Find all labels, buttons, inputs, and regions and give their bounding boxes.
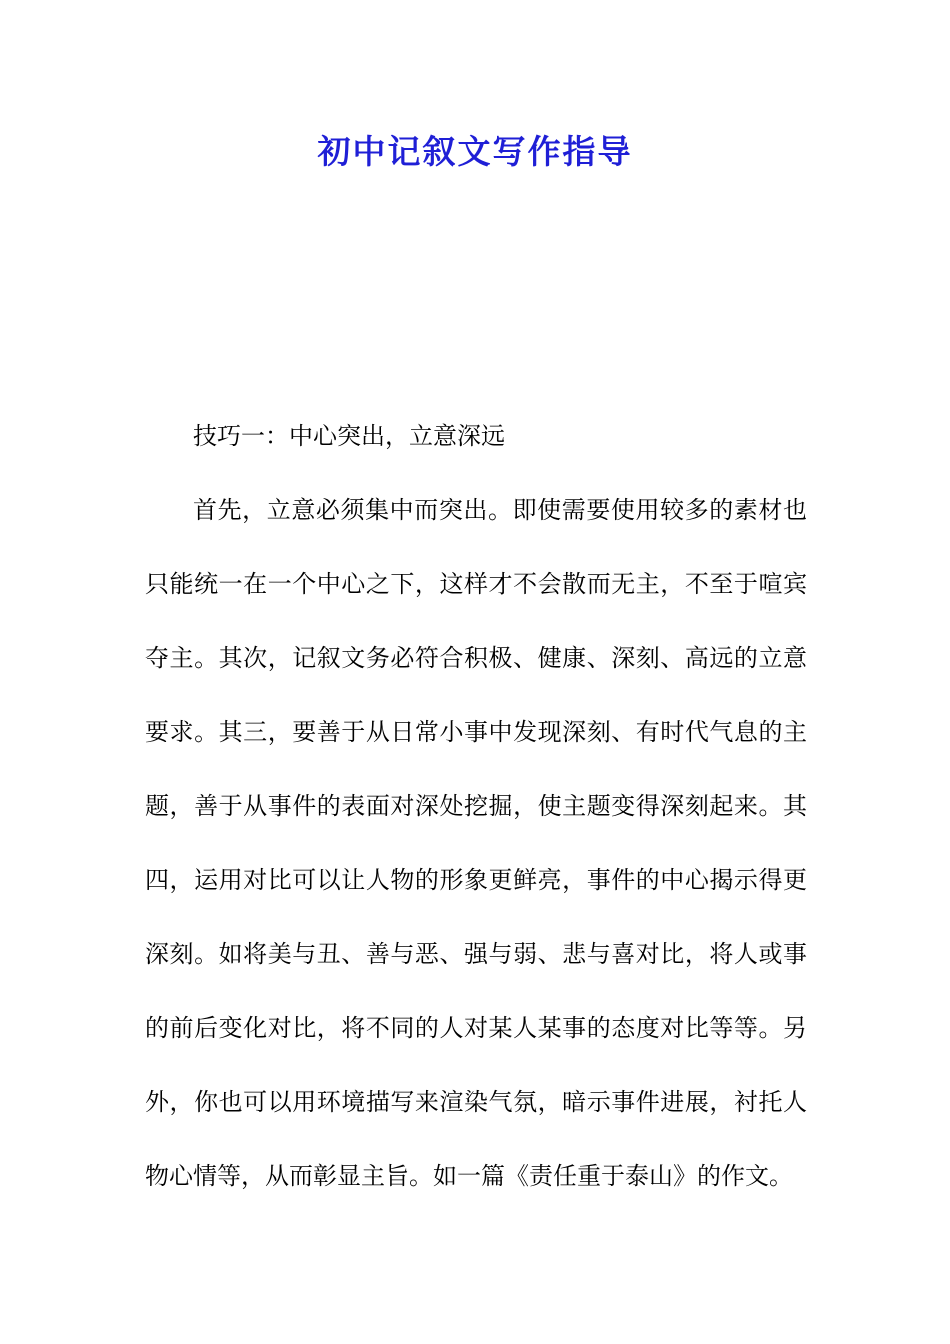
document-title: 初中记叙文写作指导 bbox=[317, 132, 633, 171]
paragraph-line: 深刻。如将美与丑、善与恶、强与弱、悲与喜对比，将人或事 bbox=[145, 940, 807, 968]
paragraph-line: 外，你也可以用环境描写来渲染气氛，暗示事件进展，衬托人 bbox=[145, 1088, 807, 1116]
paragraph-line: 首先，立意必须集中而突出。即使需要使用较多的素材也 bbox=[193, 496, 807, 524]
paragraph-line: 物心情等，从而彰显主旨。如一篇《责任重于泰山》的作文。 bbox=[145, 1162, 793, 1190]
paragraph-line: 四，运用对比可以让人物的形象更鲜亮，事件的中心揭示得更 bbox=[145, 866, 807, 894]
paragraph-line: 题，善于从事件的表面对深处挖掘，使主题变得深刻起来。其 bbox=[145, 792, 807, 820]
paragraph-line: 只能统一在一个中心之下，这样才不会散而无主，不至于喧宾 bbox=[145, 570, 807, 598]
paragraph-line: 的前后变化对比，将不同的人对某人某事的态度对比等等。另 bbox=[145, 1014, 807, 1042]
section-heading: 技巧一：中心突出，立意深远 bbox=[193, 422, 505, 450]
paragraph-line: 夺主。其次，记叙文务必符合积极、健康、深刻、高远的立意 bbox=[145, 644, 807, 672]
document-body bbox=[145, 414, 807, 1228]
paragraph-line: 要求。其三，要善于从日常小事中发现深刻、有时代气息的主 bbox=[145, 718, 807, 746]
